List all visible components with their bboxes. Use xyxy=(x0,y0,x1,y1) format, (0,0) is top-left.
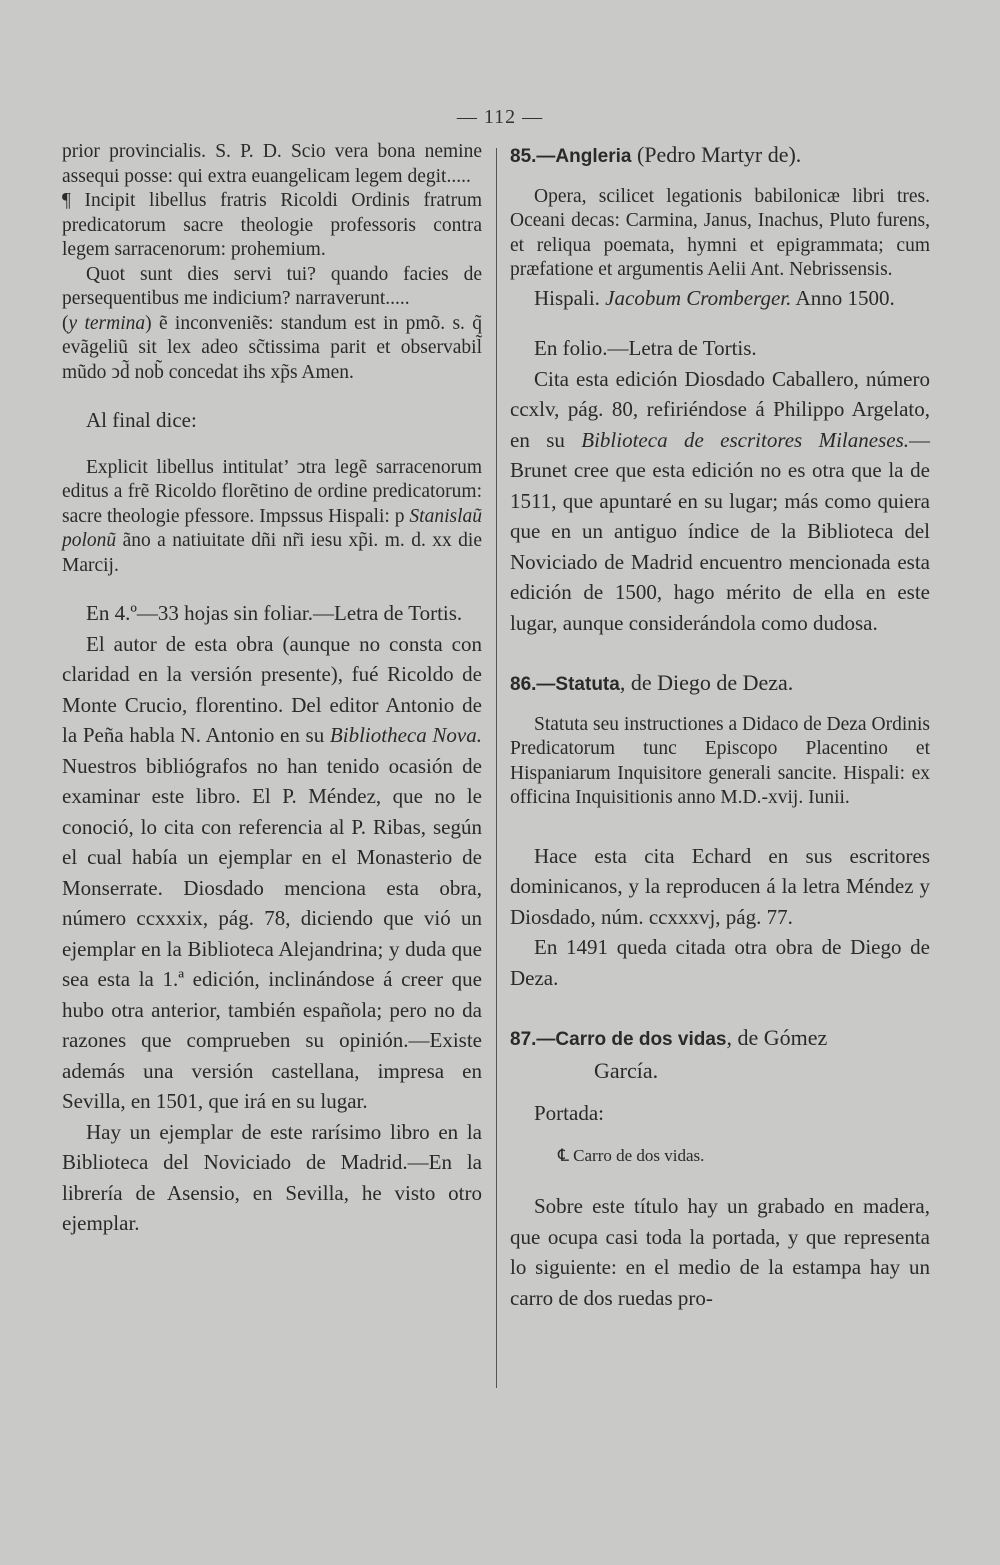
entry-number: 85.— xyxy=(510,146,556,167)
latin-quote: Quot sunt dies servi tui? quando facies de persequentibus me indicium? narraverunt..... xyxy=(62,263,482,309)
page-number: — 112 — xyxy=(456,106,544,128)
entry-87-heading-cont: García. xyxy=(594,1057,659,1083)
entry-keyword: Angleria xyxy=(555,146,632,167)
entry-85-description: En folio.—Letra de Tortis. xyxy=(534,336,757,360)
commentary-part-2: —Brunet cree que esta edición no es otra que la de 1511, que apuntaré en su lugar; más como quiera que en un antiguo índice de la Biblioteca del Noviciado de Madrid encuentro mencionada esta edición de 1500, hago mérito de ella en este lugar, aunque considerándola como dudosa. xyxy=(510,427,930,635)
entry-87-heading xyxy=(510,1023,930,1056)
entry-85-heading xyxy=(510,140,930,173)
commentary-part-2: Nuestros bibliógrafos no han tenido ocasión de examinar este libro. El P. Méndez, que no le conoció, lo cita con referencia al P. Ribas, según el cual había un ejemplar en el Monasterio de Monserrate. Diosdado menciona esta obra, número ccxxxix, pág. 78, diciendo que vió un ejemplar en la Biblioteca Alejandrina; y duda que sea esta la 1.ª edición, inclinándose á creer que hubo otra anterior, también española; pero no da razones que comprueben su opinión.—Existe además una versión castellana, impresa en Sevilla, en 1501, que irá en su lugar. xyxy=(62,753,482,1113)
al-final-label: Al final dice: xyxy=(86,408,197,432)
imprint-printer: Jacobum Cromberger. xyxy=(605,285,792,310)
physical-description: En 4.º—33 hojas sin foliar.—Letra de Tortis. xyxy=(86,601,463,625)
entry-86-heading xyxy=(510,668,930,701)
explicit-text xyxy=(62,456,482,579)
title-page-line xyxy=(510,1141,930,1172)
cited-work: Bibliotheca Nova. xyxy=(329,723,482,747)
incipit-text: Incipit libellus fratris Ricoldi Ordinis fratrum predicatorum sacre theologie professoris contra legem sarracenorum: prohemium. xyxy=(62,190,483,260)
closing-text: ) ẽ inconveniẽs: standum est in pmõ. s. q̃ evãgeliũ sit lex adeo sc̃tissima parit et observabil̃ mũdo ↄd̃ nob̃ concedat ihs xp̃s Amen. xyxy=(62,312,482,383)
copies-paragraph: Hay un ejemplar de este rarísimo libro en la Biblioteca del Noviciado de Madrid.—En la librería de Asensio, en Sevilla, he visto otro ejemplar. xyxy=(62,1119,482,1235)
entry-85-imprint xyxy=(510,283,930,314)
entry-number: 86.— xyxy=(510,674,556,695)
entry-keyword: Carro de dos vidas xyxy=(555,1029,727,1050)
commentary-paragraph xyxy=(62,629,482,1117)
latin-incipit xyxy=(62,189,482,263)
latin-intro: prior provincialis. S. P. D. Scio vera bona nemine assequi posse: qui extra euangelicam legem degit..... xyxy=(62,141,482,187)
left-column xyxy=(62,140,482,1239)
explicit-part-1: Explicit libellus intitulat’ ↄtra legẽ sarracenorum editus a frẽ Ricoldo florẽtino de ordine predicatorum: sacre theologie pfessore. Impssus Hispali: p xyxy=(62,456,482,527)
explicit-part-2: ãno a natiuitate dñi nr̃i iesu xp̃i. m. d. xx die Marcij. xyxy=(62,530,482,576)
pilcrow-icon: ¶ xyxy=(62,190,71,211)
imprint-year: Anno 1500. xyxy=(791,285,895,310)
latin-closing xyxy=(62,312,482,386)
entry-86-commentary: Hace esta cita Echard en sus escritores dominicanos, y la reproducen á la letra Méndez y Diosdado, núm. ccxxxvj, pág. 77. xyxy=(510,843,930,929)
title-page-text: Carro de dos vidas. xyxy=(573,1145,705,1165)
entry-author: (Pedro Martyr de). xyxy=(631,142,802,167)
entry-86-title: Statuta seu instructiones a Didaco de Deza Ordinis Predicatorum tunc Episcopo Placentino et Hispaniarum Inquisitore generali sancite. Hispali: ex officina Inquisitionis anno M.D.-xvij. Iunii. xyxy=(510,713,930,808)
paren-open: ( xyxy=(62,312,69,334)
entry-85-title: Opera, scilicet legationis babilonicæ libri tres. Oceani decas: Carmina, Janus, Inachus, Pluto furens, et reliqua poemata, hymni et epigrammata; cum præfatione et argumentis Aelii Ant. Nebrissensis. xyxy=(510,185,930,280)
entry-85-commentary xyxy=(510,364,930,639)
entry-keyword: Statuta xyxy=(555,674,620,695)
commentary-part-1: Cita esta edición Diosdado Caballero, número ccxlv, pág. 80, refiriéndose á Philippo Argelato, en su xyxy=(510,366,930,452)
paragraph-mark-icon: ℄ xyxy=(558,1145,569,1165)
entry-author: , de Gómez xyxy=(726,1025,828,1050)
right-column xyxy=(510,140,930,1313)
italic-term: y termina xyxy=(68,312,146,334)
imprint-place: Hispali. xyxy=(534,285,606,310)
portada-label: Portada: xyxy=(534,1101,604,1125)
cited-work: Biblioteca de escritores Milaneses. xyxy=(581,427,909,452)
entry-87-commentary: Sobre este título hay un grabado en madera, que ocupa casi toda la portada, y que representa lo siguiente: en el medio de la estampa hay un carro de dos ruedas pro- xyxy=(510,1194,930,1310)
entry-number: 87.— xyxy=(510,1029,556,1050)
commentary-part-1: El autor de esta obra (aunque no consta con claridad en la versión presente), fué Ricoldo de Monte Crucio, florentino. Del editor Antonio de la Peña habla N. Antonio en su xyxy=(62,631,482,747)
entry-86-note: En 1491 queda citada otra obra de Diego de Deza. xyxy=(510,935,930,990)
column-divider xyxy=(496,148,497,1388)
printer-name: Stanislaũ polonũ xyxy=(62,505,482,551)
entry-author: , de Diego de Deza. xyxy=(619,670,794,695)
